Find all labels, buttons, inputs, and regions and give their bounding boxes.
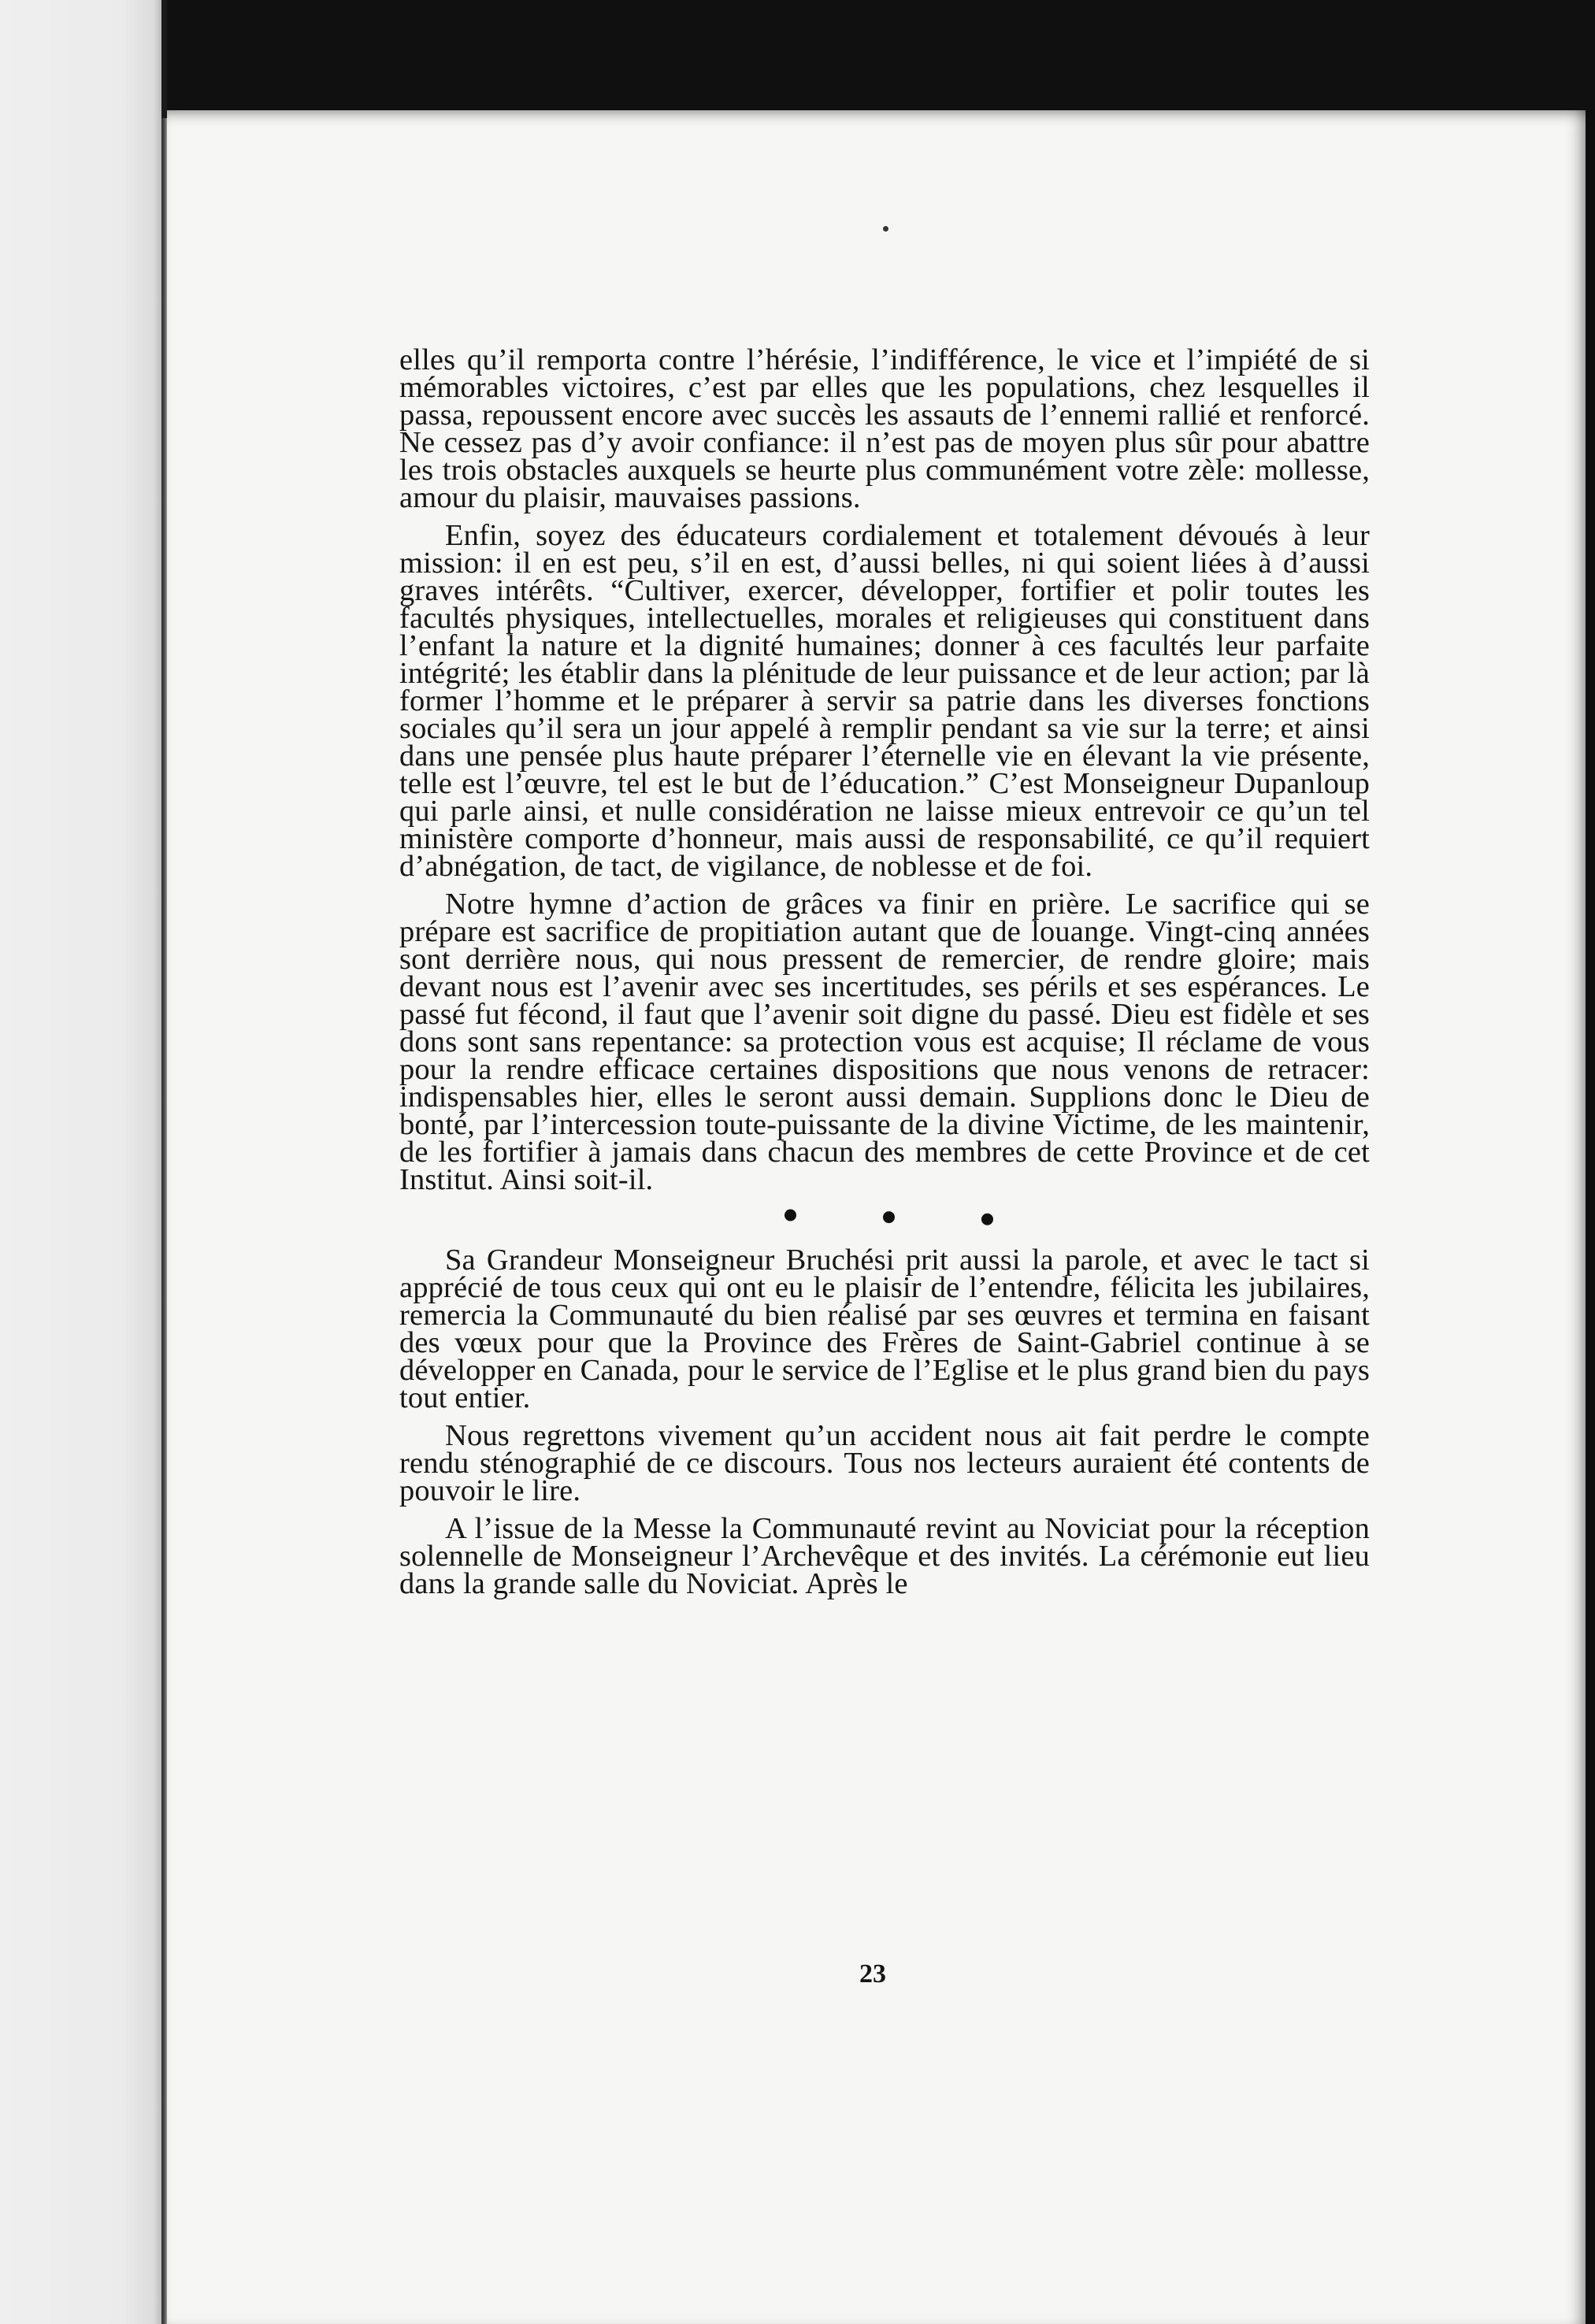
scan-left-page bbox=[0, 0, 161, 2324]
paragraph-2: Enfin, soyez des éducateurs cordialement et totalement dévoués à leur mission: il en est peu, s’il en est, d’aussi belles, ni qui soient liées à d’aussi graves intérêts. “Cultiver, exercer, développer, fortifier et polir toutes les facultés physiques, intellectuelles, morales et religieuses qui constituent dans l’enfant la nature et la dignité humaines; donner à ces facultés leur parfaite intégrité; les établir dans la plénitude de leur puissance et de leur action; par là former l’homme et le préparer à servir sa patrie dans les diverses fonctions sociales qu’il sera un jour appelé à remplir pendant sa vie sur la terre; et ainsi dans une pensée plus haute préparer l’éternelle vie en élevant la vie présente, telle est l’œuvre, tel est le but de l’éducation.” C’est Monseigneur Dupanloup qui parle ainsi, et nulle considération ne laisse mieux entrevoir ce qu’un tel ministère comporte d’honneur, mais aussi de responsabilité, ce qu’il requiert d’abnégation, de tact, de vigilance, de noblesse et de foi. bbox=[399, 519, 1370, 883]
paragraph-3: Notre hymne d’action de grâces va finir en prière. Le sacrifice qui se prépare est sacrifice de propitiation autant que de louange. Vingt-cinq années sont derrière nous, qui nous pressent de remercier, de rendre gloire; mais devant nous est l’avenir avec ses incertitudes, ses périls et ses espérances. Le passé fut fécond, il faut que l’avenir soit digne du passé. Dieu est fidèle et ses dons sont sans repentance: sa protection vous est acquise; Il réclame de vous pour la rendre efficace certaines dispositions que nous venons de retracer: indispensables hier, elles le seront aussi demain. Supplions donc le Dieu de bonté, par l’intercession toute-puissante de la divine Victime, de les maintenir, de les fortifier à jamais dans chacun des membres de cette Province et de cet Institut. Ainsi soit-il. bbox=[399, 888, 1370, 1196]
paragraph-4: Sa Grandeur Monseigneur Bruchési prit aussi la parole, et avec le tact si apprécié de tous ceux qui ont eu le plaisir de l’entendre, félicita les jubilaires, remercia la Communauté du bien réalisé par ses œuvres et termina en faisant des vœux pour que la Province des Frères de Saint-Gabriel continue à se développer en Canada, pour le service de l’Eglise et le plus grand bien du pays tout entier. bbox=[399, 1244, 1370, 1414]
scan-right-edge bbox=[1586, 110, 1595, 2324]
scan-top-edge bbox=[167, 0, 1595, 118]
page-speck bbox=[883, 226, 888, 232]
page-number: 23 bbox=[859, 1959, 886, 1989]
body-text bbox=[399, 343, 1370, 1608]
section-separator bbox=[399, 1201, 1370, 1233]
separator-dot bbox=[882, 1211, 894, 1223]
paragraph-6: A l’issue de la Messe la Communauté revint au Noviciat pour la réception solennelle de Monseigneur l’Archevêque et des invités. La cérémonie eut lieu dans la grande salle du Noviciat. Après le bbox=[399, 1512, 1370, 1600]
separator-dot bbox=[784, 1209, 796, 1221]
paragraph-5: Nous regrettons vivement qu’un accident nous ait fait perdre le compte rendu sténographié de ce discours. Tous nos lecteurs auraient été contents de pouvoir le lire. bbox=[399, 1419, 1370, 1507]
paragraph-1: elles qu’il remporta contre l’hérésie, l’indifférence, le vice et l’impiété de si mémorables victoires, c’est par elles que les populations, chez lesquelles il passa, repoussent encore avec succès les assauts de l’ennemi rallié et renforcé. Ne cessez pas d’y avoir confiance: il n’est pas de moyen plus sûr pour abattre les trois obstacles auxquels se heurte plus communément votre zèle: mollesse, amour du plaisir, mauvaises passions. bbox=[399, 343, 1370, 514]
separator-dot bbox=[981, 1214, 992, 1225]
binding-edge bbox=[161, 118, 167, 2324]
